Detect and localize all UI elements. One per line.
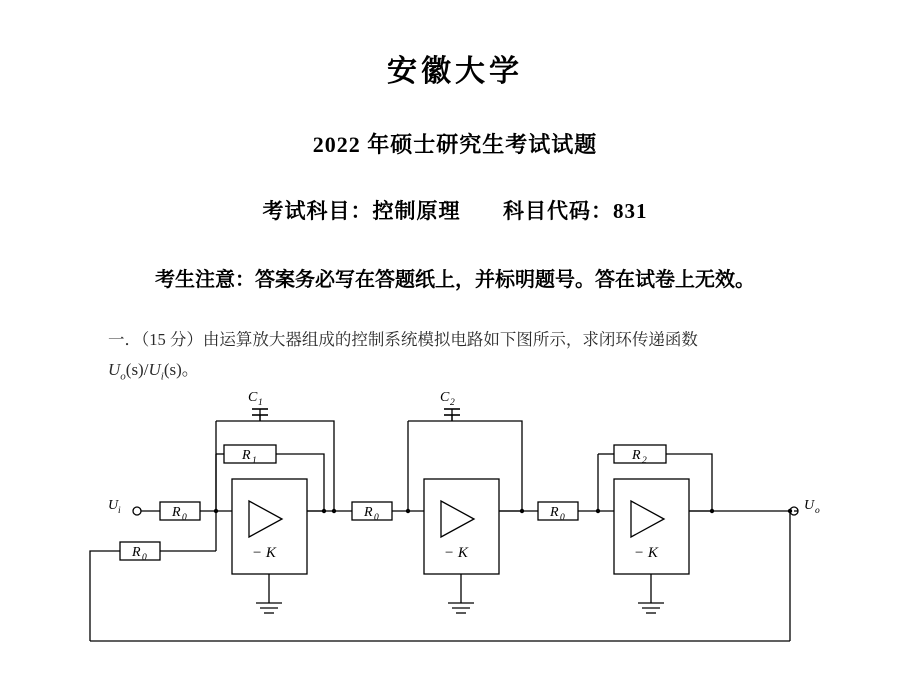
label-r0-a: R (172, 504, 181, 520)
formula-u-in-sub: i (160, 370, 164, 383)
label-r0-d-sub: 0 (560, 512, 565, 523)
question-text: 由运算放大器组成的控制系统模拟电路如下图所示，求闭环传递函数 (202, 330, 698, 349)
formula-u-in: U (148, 359, 161, 379)
label-amp2-gain: − K (444, 544, 468, 561)
formula-s1: (s) (125, 359, 144, 379)
label-r1: R (242, 447, 251, 463)
formula-period: 。 (181, 359, 199, 379)
formula-s2: (s) (163, 359, 182, 379)
node-dot-5 (520, 508, 524, 512)
node-dot-7 (710, 508, 714, 512)
node-dot-3 (332, 508, 336, 512)
label-uo: U (804, 497, 815, 513)
node-dot-8 (788, 508, 792, 512)
circuit-svg (0, 391, 910, 651)
label-c1: C (248, 390, 258, 405)
label-r0-c-sub: 0 (374, 512, 379, 523)
node-dot-2 (322, 508, 326, 512)
candidate-notice: 考生注意：答案务必写在答题纸上，并标明题号。答在试卷上无效。 (155, 269, 755, 291)
label-uo-sub: o (815, 505, 820, 516)
label-r0-b: R (132, 544, 141, 560)
node-dot-6 (596, 508, 600, 512)
label-r0-a-sub: 0 (182, 512, 187, 523)
label-r2-sub: 2 (642, 455, 647, 466)
label-amp1-gain: − K (252, 544, 276, 561)
label-amp3-gain: − K (634, 544, 658, 561)
label-r2: R (632, 447, 641, 463)
subject-and-code (0, 195, 910, 225)
transfer-function-formula (108, 355, 814, 387)
question-one (0, 326, 910, 387)
label-c2: C (440, 390, 450, 405)
formula-u-out-sub: o (120, 370, 126, 383)
label-ui-sub: i (118, 505, 121, 516)
page-title: 安徽大学 (387, 55, 523, 88)
input-terminal (133, 507, 141, 515)
node-dot-1 (214, 508, 218, 512)
label-r1-sub: 1 (252, 455, 257, 466)
formula-u-out: U (108, 359, 121, 379)
question-number: 一．（15 分） (108, 330, 203, 349)
label-r0-c: R (364, 504, 373, 520)
exam-title: 2022 年硕士研究生考试试题 (312, 132, 598, 157)
subject-code-label: 科目代码：831 (503, 199, 648, 223)
label-ui: U (108, 497, 119, 513)
label-c2-sub: 2 (450, 397, 455, 408)
subject-label: 考试科目：控制原理 (262, 199, 461, 223)
circuit-figure (0, 391, 910, 651)
label-c1-sub: 1 (258, 397, 263, 408)
wire-global-feedback-left (90, 551, 120, 641)
label-r0-d: R (550, 504, 559, 520)
node-dot-4 (406, 508, 410, 512)
label-r0-b-sub: 0 (142, 552, 147, 563)
formula-slash: / (143, 359, 149, 379)
